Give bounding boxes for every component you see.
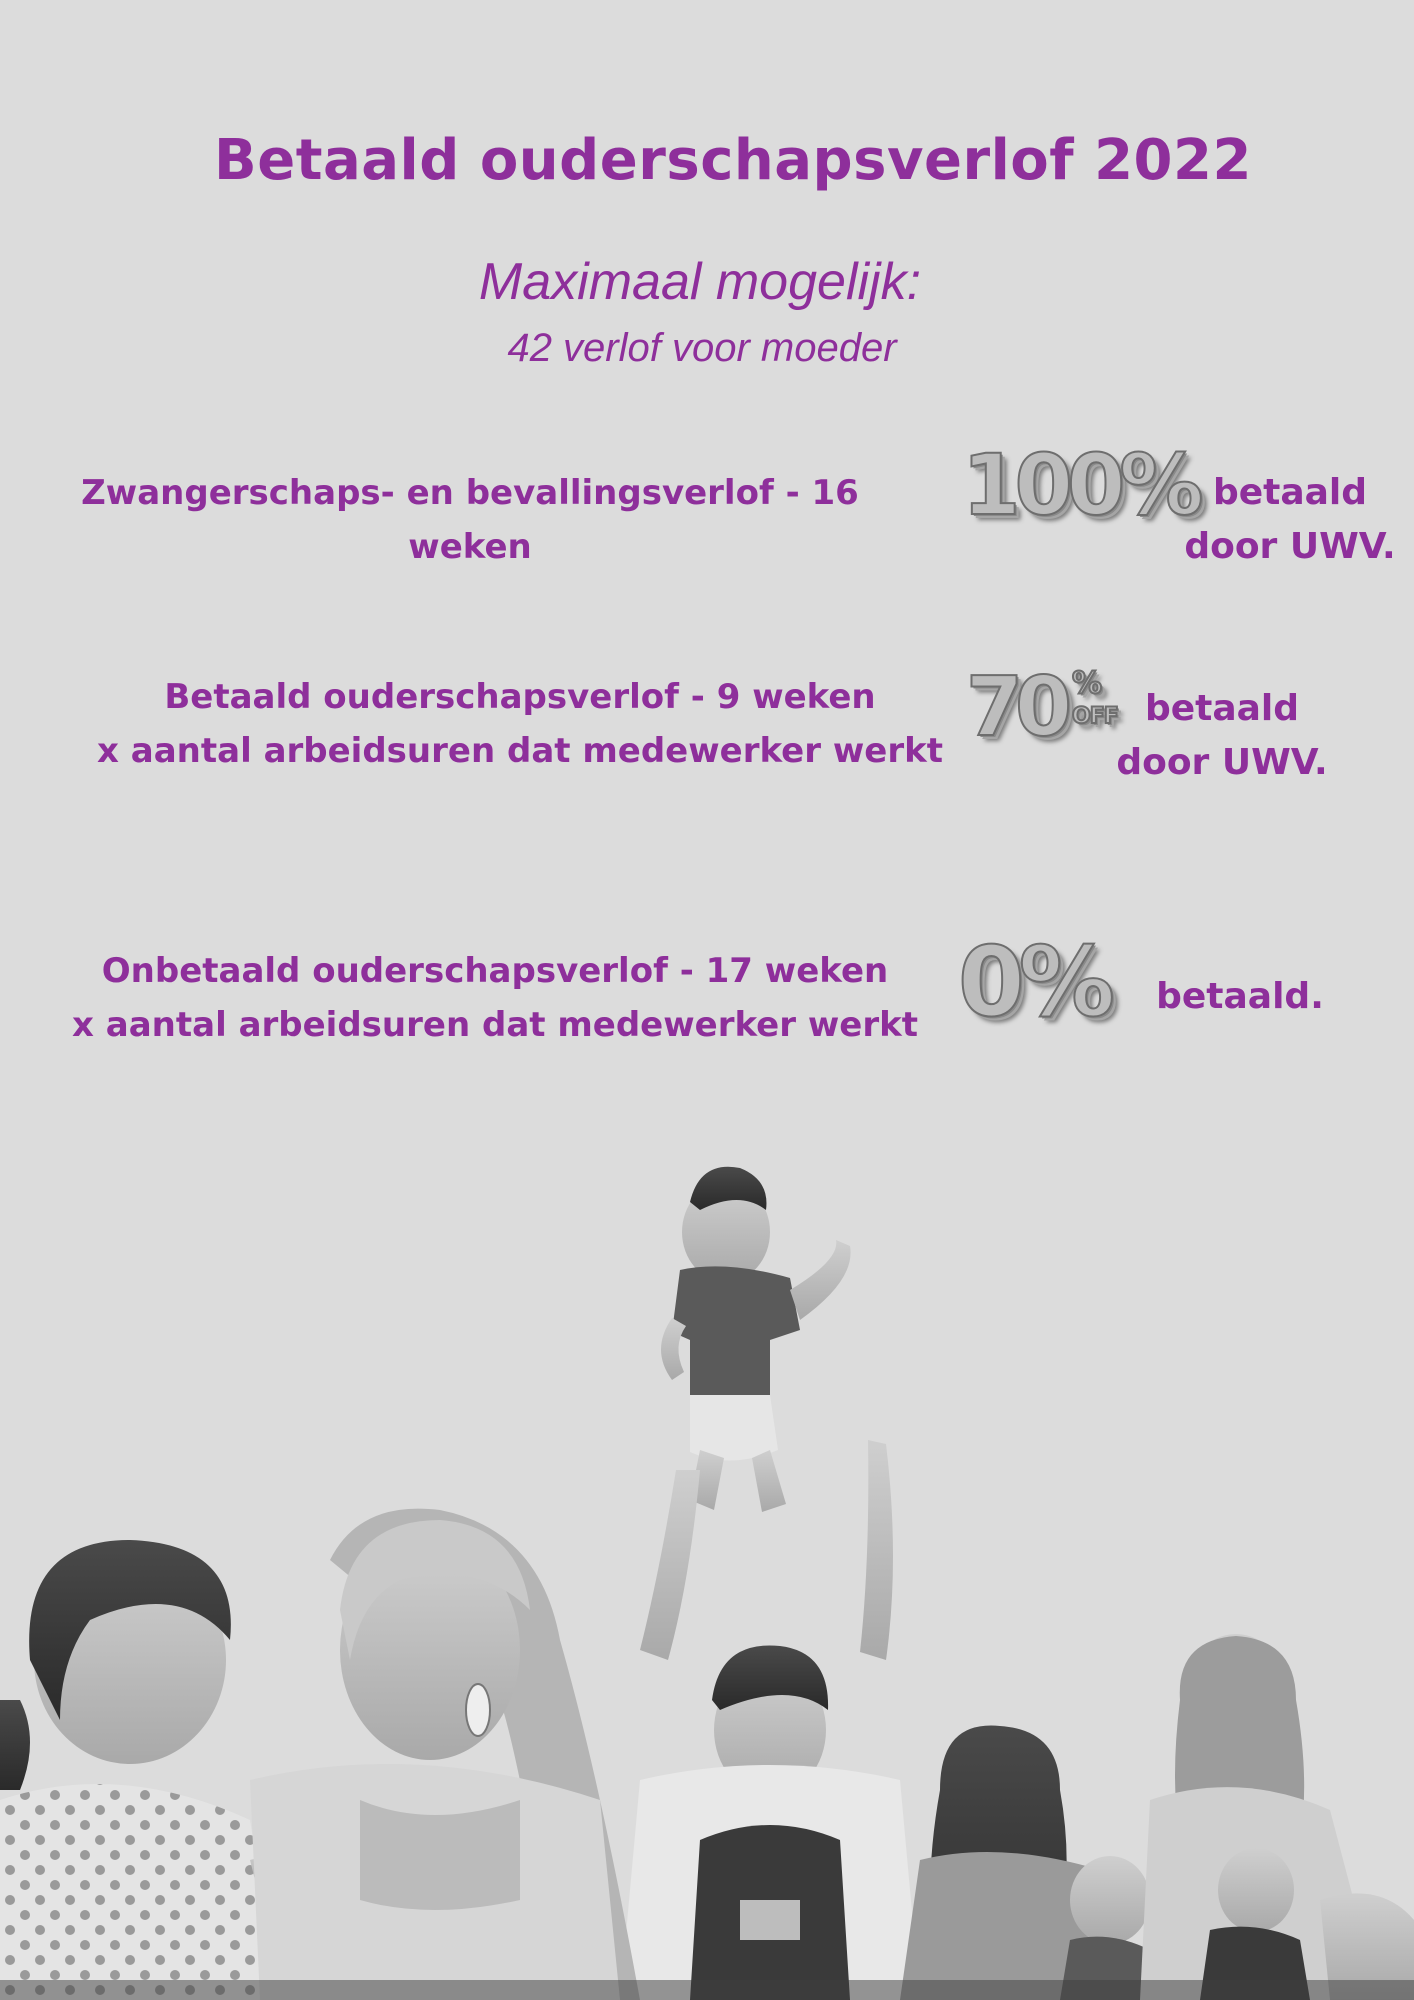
woman-figure-right [1140, 1634, 1414, 2000]
row-1-text [20, 466, 920, 574]
row-1-payment-line-2: door UWV. [1184, 526, 1396, 567]
page-title: Betaald ouderschapsverlof 2022 [214, 128, 1252, 193]
page-subline: 42 verlof voor moeder [507, 326, 897, 370]
row-2-payment [1092, 682, 1352, 790]
row-3-text [50, 944, 940, 1052]
row-2-payment-line-1: betaald [1144, 688, 1300, 729]
row-2-percent-sign: % [1072, 666, 1103, 701]
row-3-payment [1150, 970, 1330, 1024]
row-2-payment-line-2: door UWV. [1116, 742, 1328, 783]
row-3-line-1: Onbetaald ouderschapsverlof - 17 weken [101, 951, 889, 991]
row-3-line-2: x aantal arbeidsuren dat medewerker werkt [72, 1005, 918, 1045]
row-1-payment [1160, 466, 1414, 574]
baby-figure [661, 1167, 851, 1512]
woman-figure-left [250, 1509, 640, 2000]
row-3-percent: 0% [958, 926, 1109, 1038]
row-1-line-1: Zwangerschaps- en bevallingsverlof - 16 weken [81, 473, 859, 567]
row-3-payment-line-1: betaald. [1156, 976, 1324, 1017]
row-2-line-2: x aantal arbeidsuren dat medewerker werkt [97, 731, 943, 771]
woman-figure-center [900, 1726, 1160, 2000]
family-photo [0, 1140, 1414, 2000]
row-2-percent: 70 [966, 660, 1065, 755]
row-2-text [60, 670, 980, 778]
page-subtitle: Maximaal mogelijk: [478, 253, 922, 311]
row-2-percent-off: OFF [1072, 704, 1118, 729]
row-1-payment-line-1: betaald [1212, 472, 1368, 513]
row-2-line-1: Betaald ouderschapsverlof - 9 weken [164, 677, 876, 717]
row-1-percent: 100% [962, 436, 1198, 534]
man-figure [620, 1440, 920, 2000]
